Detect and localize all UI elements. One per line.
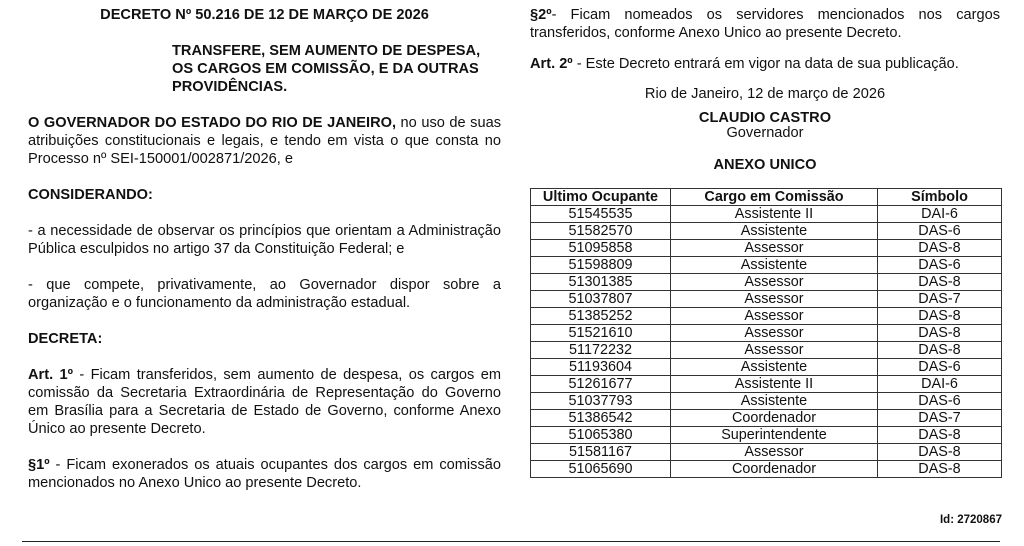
paragraph-1-text: - Ficam exonerados os atuais ocupantes dos cargos em comissão mencionados no Anexo Unico ao presente Decreto. [28, 457, 501, 491]
cell-position: Assistente [671, 359, 878, 376]
decreta-heading: DECRETA: [28, 331, 103, 347]
cell-position: Assessor [671, 342, 878, 359]
table-row [531, 206, 1002, 223]
ementa-line: TRANSFERE, SEM AUMENTO DE DESPESA, [172, 43, 481, 59]
table-row [531, 257, 1002, 274]
cell-position: Assistente [671, 393, 878, 410]
cell-symbol: DAS-8 [878, 342, 1002, 359]
column-header-symbol: Símbolo [878, 189, 1002, 206]
table-row [531, 461, 1002, 478]
paragraph-1 [28, 456, 501, 492]
table-row [531, 240, 1002, 257]
cell-position: Assistente [671, 257, 878, 274]
table-row [531, 410, 1002, 427]
signer-role: Governador [726, 125, 804, 141]
table-row [531, 291, 1002, 308]
cell-occupant: 51037793 [531, 393, 671, 410]
cell-symbol: DAS-8 [878, 274, 1002, 291]
cell-symbol: DAS-8 [878, 308, 1002, 325]
cell-occupant: 51598809 [531, 257, 671, 274]
cell-occupant: 51301385 [531, 274, 671, 291]
annex-title: ANEXO UNICO [713, 157, 817, 173]
cell-symbol: DAS-8 [878, 325, 1002, 342]
place-date: Rio de Janeiro, 12 de março de 2026 [644, 86, 886, 102]
annex-table-body [531, 206, 1002, 478]
cell-occupant: 51172232 [531, 342, 671, 359]
cell-symbol: DAS-6 [878, 359, 1002, 376]
cell-position: Assistente [671, 223, 878, 240]
right-column [530, 6, 1000, 478]
cell-position: Assessor [671, 274, 878, 291]
cell-occupant: 51037807 [531, 291, 671, 308]
considerando-item: - que compete, privativamente, ao Governador dispor sobre a organização e o funcionamento da administração estadual. [28, 277, 501, 311]
cell-symbol: DAS-8 [878, 427, 1002, 444]
preamble-text: no uso de suas atribuições constitucionais e legais, e tendo em vista o que consta no Processo nº SEI-150001/002871/2026, e [28, 115, 501, 167]
signer-name: CLAUDIO CASTRO [698, 110, 832, 126]
table-row [531, 393, 1002, 410]
cell-occupant: 51386542 [531, 410, 671, 427]
cell-position: Assessor [671, 308, 878, 325]
cell-symbol: DAI-6 [878, 206, 1002, 223]
cell-symbol: DAS-8 [878, 240, 1002, 257]
document-id: Id: 2720867 [939, 514, 1002, 526]
cell-position: Coordenador [671, 461, 878, 478]
left-column [28, 6, 501, 510]
cell-occupant: 51095858 [531, 240, 671, 257]
table-header-row [531, 189, 1002, 206]
table-row [531, 427, 1002, 444]
column-header-occupant: Ultimo Ocupante [531, 189, 671, 206]
cell-position: Assessor [671, 325, 878, 342]
table-row [531, 274, 1002, 291]
cell-symbol: DAS-6 [878, 393, 1002, 410]
paragraph-2 [530, 6, 1000, 42]
column-header-position: Cargo em Comissão [671, 189, 878, 206]
page-divider [22, 541, 1000, 542]
article-2 [530, 55, 1000, 73]
table-row [531, 376, 1002, 393]
article-1-label: Art. 1º [28, 367, 73, 383]
cell-position: Coordenador [671, 410, 878, 427]
cell-occupant: 51521610 [531, 325, 671, 342]
cell-symbol: DAS-6 [878, 223, 1002, 240]
cell-occupant: 51385252 [531, 308, 671, 325]
table-row [531, 359, 1002, 376]
cell-symbol: DAS-7 [878, 410, 1002, 427]
cell-position: Assessor [671, 291, 878, 308]
paragraph-2-text: - Ficam nomeados os servidores mencionados nos cargos transferidos, conforme Anexo Unico ao presente Decreto. [530, 7, 1000, 41]
table-row [531, 342, 1002, 359]
cell-symbol: DAS-7 [878, 291, 1002, 308]
cell-symbol: DAS-8 [878, 461, 1002, 478]
article-1-text: - Ficam transferidos, sem aumento de despesa, os cargos em comissão da Secretaria Extraordinária de Representação do Governo em Brasília para a Secretaria de Estado de Governo, conforme Anexo Único ao presente Decreto. [28, 367, 501, 437]
cell-occupant: 51193604 [531, 359, 671, 376]
paragraph-2-label: §2º [530, 7, 552, 23]
decree-ementa [172, 42, 501, 96]
considerando-heading: CONSIDERANDO: [28, 187, 153, 203]
preamble-authority: O GOVERNADOR DO ESTADO DO RIO DE JANEIRO, [28, 115, 397, 131]
cell-occupant: 51581167 [531, 444, 671, 461]
article-2-label: Art. 2º [530, 56, 573, 72]
paragraph-1-label: §1º [28, 457, 50, 473]
preamble-paragraph [28, 114, 501, 168]
cell-occupant: 51545535 [531, 206, 671, 223]
decree-title: DECRETO Nº 50.216 DE 12 DE MARÇO DE 2026 [100, 7, 429, 23]
cell-symbol: DAS-6 [878, 257, 1002, 274]
table-row [531, 325, 1002, 342]
considerando-item: - a necessidade de observar os princípios que orientam a Administração Pública esculpidos no artigo 37 da Constituição Federal; e [28, 223, 501, 257]
cell-position: Assistente II [671, 376, 878, 393]
article-2-text: - Este Decreto entrará em vigor na data de sua publicação. [572, 56, 959, 72]
ementa-line: OS CARGOS EM COMISSÃO, E DA OUTRAS [172, 61, 479, 77]
table-row [531, 308, 1002, 325]
cell-occupant: 51582570 [531, 223, 671, 240]
cell-position: Assessor [671, 240, 878, 257]
cell-symbol: DAI-6 [878, 376, 1002, 393]
cell-occupant: 51065380 [531, 427, 671, 444]
cell-position: Superintendente [671, 427, 878, 444]
ementa-line: PROVIDÊNCIAS. [172, 79, 288, 95]
cell-occupant: 51065690 [531, 461, 671, 478]
cell-position: Assistente II [671, 206, 878, 223]
table-row [531, 444, 1002, 461]
annex-table [530, 188, 1002, 478]
cell-occupant: 51261677 [531, 376, 671, 393]
article-1 [28, 366, 501, 438]
cell-position: Assessor [671, 444, 878, 461]
table-row [531, 223, 1002, 240]
cell-symbol: DAS-8 [878, 444, 1002, 461]
